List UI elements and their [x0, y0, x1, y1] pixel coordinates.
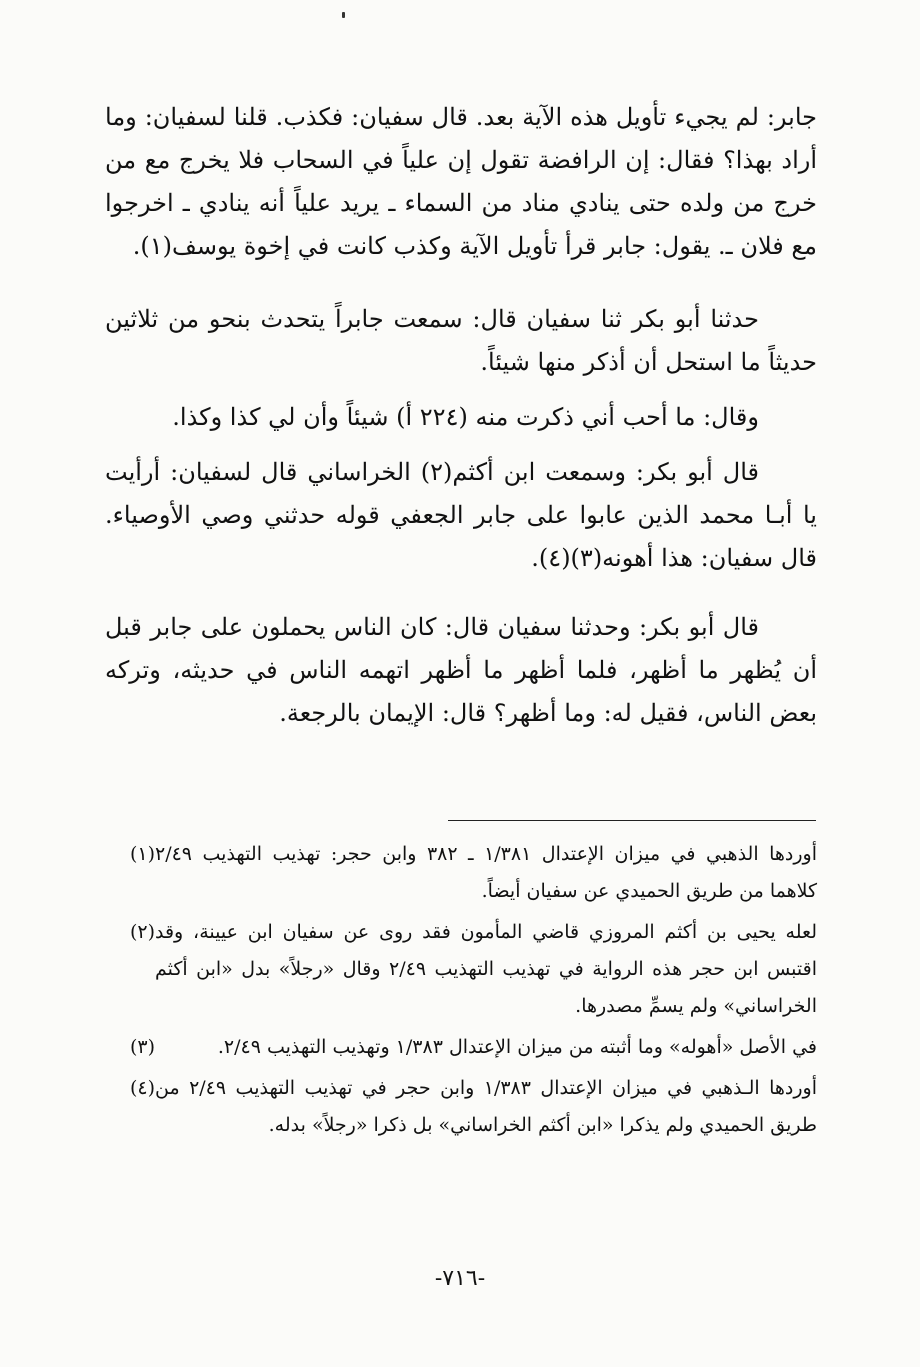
paragraph: قال أبو بكر: وسمعت ابن أكثم(٢) الخراساني قال لسفيان: أرأيت يا أبـا محمد الذين عابوا على جابر الجعفي قوله حدثني وصي الأوصياء. قال سفيان: هذا أهونه(٣)(٤). [105, 458, 817, 572]
paragraph: جابر: لم يجيء تأويل هذه الآية بعد. قال سفيان: فكذب. قلنا لسفيان: وما أراد بهذا؟ فقال: إن الرافضة تقول إن علياً في السحاب فلا يخرج مع من خرج من ولده حتى ينادي مناد من السماء ـ يريد علياً أنه ينادي ـ اخرجوا مع فلان ـ. يقول: جابر قرأ تأويل الآية وكذب كانت في إخوة يوسف(١). [105, 103, 817, 260]
footnote [105, 914, 817, 1025]
footnotes [105, 836, 817, 1148]
paragraph: حدثنا أبو بكر ثنا سفيان قال: سمعت جابراً يتحدث بنحو من ثلاثين حديثاً ما استحل أن أذكر منها شيئاً. [105, 305, 817, 376]
footnote-number: (٢) [129, 921, 155, 943]
footnote-separator [448, 820, 816, 821]
scan-speck [342, 12, 345, 18]
footnote [105, 1029, 817, 1066]
paragraph: قال أبو بكر: وحدثنا سفيان قال: كان الناس يحملون على جابر قبل أن يُظهر ما أظهر، فلما أظهر ما أظهر اتهمه الناس في حديثه، وتركه بعض الناس، فقيل له: وما أظهر؟ قال: الإيمان بالرجعة. [105, 613, 817, 727]
main-text [105, 96, 817, 735]
paragraph: وقال: ما أحب أني ذكرت منه (٢٢٤ أ) شيئاً وأن لي كذا وكذا. [172, 403, 759, 431]
page-number: -٧١٦- [434, 1266, 486, 1291]
footnote-number: (٤) [129, 1077, 155, 1099]
footnote-number: (٣) [129, 1036, 155, 1058]
footnote-text: في الأصل «أهوله» وما أثبته من ميزان الإعتدال ١/٣٨٣ وتهذيب التهذيب ٢/٤٩. [217, 1036, 817, 1058]
footnote-text: لعله يحيى بن أكثم المروزي قاضي المأمون فقد روى عن سفيان ابن عيينة، وقد اقتبس ابن حجر هذه الرواية في تهذيب التهذيب ٢/٤٩ وقال «رجلاً» بدل «ابن أكثم الخراساني» ولم يسمِّ مصدرها. [155, 921, 818, 1017]
footnote [105, 836, 817, 910]
footnote-number: (١) [129, 843, 155, 865]
footnote-text: أوردها الـذهبي في ميزان الإعتدال ١/٣٨٣ وابن حجر في تهذيب التهذيب ٢/٤٩ من طريق الحميدي ولم يذكرا «ابن أكثم الخراساني» بل ذكرا «رجلاً» بدله. [155, 1077, 817, 1136]
footnote [105, 1070, 817, 1144]
footnote-text: أوردها الذهبي في ميزان الإعتدال ١/٣٨١ ـ ٣٨٢ وابن حجر: تهذيب التهذيب ٢/٤٩ كلاهما من طريق الحميدي عن سفيان أيضاً. [155, 843, 817, 902]
